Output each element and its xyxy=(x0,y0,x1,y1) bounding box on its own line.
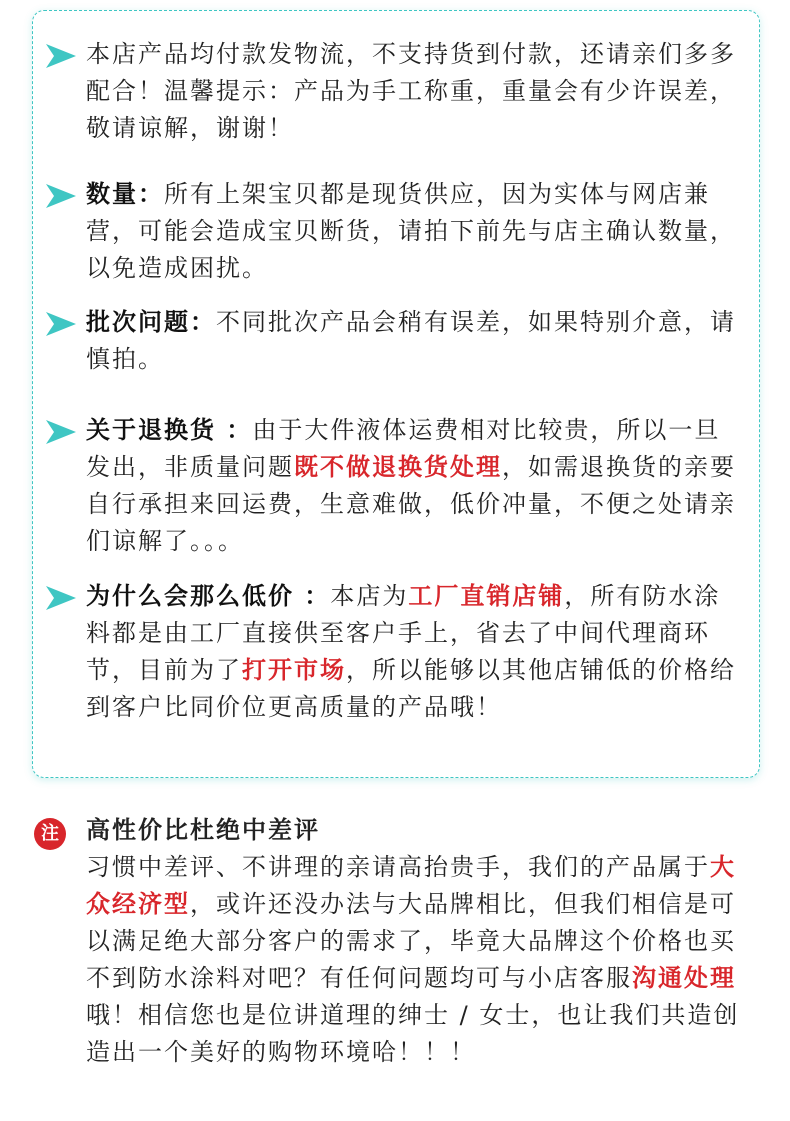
warning-section xyxy=(34,812,754,1071)
notice-item-label: 数量： xyxy=(86,180,164,208)
notice-item-low-price xyxy=(46,578,746,726)
warning-badge-icon: 注 xyxy=(34,818,66,850)
arrow-icon xyxy=(46,184,76,208)
notice-item-quantity xyxy=(46,176,746,287)
notice-item-label: 为什么会那么低价 ： xyxy=(86,582,331,610)
arrow-icon xyxy=(46,312,76,336)
notice-item-label: 关于退换货 ： xyxy=(86,416,253,444)
warning-part: 哦！相信您也是位讲道理的绅士 / 女士，也让我们共造创造出一个美好的购物环境哈！！！ xyxy=(86,1001,740,1066)
highlight-text: 大众经济型 xyxy=(86,853,736,918)
notice-item-part: ，所有防水涂料都是由工厂直接供至客户手上，省去了中间代理商环节，目前为了 xyxy=(86,582,721,684)
arrow-icon xyxy=(46,44,76,68)
notice-item-part: 所有上架宝贝都是现货供应，因为实体与网店兼营，可能会造成宝贝断货，请拍下前先与店主确认数量，以免造成困扰。 xyxy=(86,180,736,282)
warning-title: 高性价比杜绝中差评 xyxy=(86,816,320,844)
arrow-icon xyxy=(46,586,76,610)
notice-item-text xyxy=(46,304,746,378)
notice-item-part: ，如需退换货的亲要自行承担来回运费，生意难做，低价冲量，不便之处请亲们谅解了。。。 xyxy=(86,453,736,555)
notice-item-text xyxy=(46,412,746,560)
notice-item-payment xyxy=(46,36,746,147)
arrow-icon xyxy=(46,420,76,444)
notice-item-part: ，所以能够以其他店铺低的价格给到客户比同价位更高质量的产品哦！ xyxy=(86,656,736,721)
highlight-text: 沟通处理 xyxy=(632,964,736,992)
notice-item-text xyxy=(46,578,746,726)
warning-body xyxy=(34,849,754,1071)
notice-item-text xyxy=(46,36,746,147)
warning-part: 习惯中差评、不讲理的亲请高抬贵手，我们的产品属于 xyxy=(86,853,710,881)
notice-item-part: 本店为 xyxy=(330,582,409,610)
highlight-text: 工厂直销店铺 xyxy=(408,582,565,610)
notice-item-batch xyxy=(46,304,746,378)
notice-item-part: 不同批次产品会稍有误差，如果特别介意，请慎拍。 xyxy=(86,308,736,373)
notice-item-part: 本店产品均付款发物流，不支持货到付款，还请亲们多多配合！温馨提示：产品为手工称重，重量会有少许误差，敬请谅解，谢谢！ xyxy=(86,40,736,142)
highlight-text: 打开市场 xyxy=(242,656,346,684)
notice-item-text xyxy=(46,176,746,287)
notice-item-returns xyxy=(46,412,746,560)
warning-part: ，或许还没办法与大品牌相比，但我们相信是可以满足绝大部分客户的需求了，毕竟大品牌这个价格也买不到防水涂料对吧？有任何问题均可与小店客服 xyxy=(86,890,736,992)
highlight-text: 既不做退换货处理 xyxy=(294,453,502,481)
notice-item-part: 由于大件液体运费相对比较贵，所以一旦发出，非质量问题 xyxy=(86,416,721,481)
notice-item-label: 批次问题： xyxy=(86,308,216,336)
